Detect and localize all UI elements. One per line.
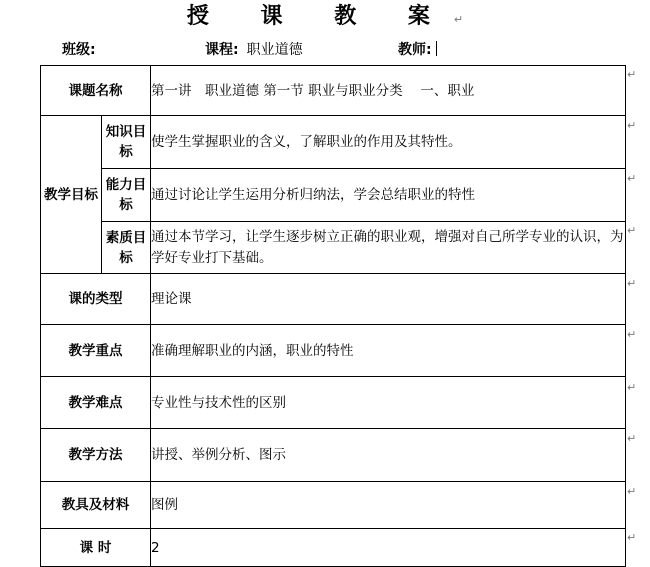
table-row (41, 325, 626, 377)
table-row (41, 529, 626, 567)
knowledge-label: 知识目标 (102, 116, 151, 169)
topic-label: 课题名称 (41, 66, 151, 116)
text-cursor[interactable] (436, 41, 437, 56)
row-end-mark-icon: ↵ (627, 531, 637, 544)
table-row (41, 116, 626, 169)
row-end-mark-icon: ↵ (627, 485, 637, 498)
table-row (41, 66, 626, 116)
hours-label: 课 时 (41, 529, 151, 567)
paragraph-mark-icon: ↵ (453, 13, 464, 26)
ability-value[interactable]: 通过讨论让学生运用分析归纳法，学会总结职业的特性 (151, 169, 626, 222)
course-type-value[interactable]: 理论课 (151, 274, 626, 325)
row-end-mark-icon: ↵ (627, 328, 637, 341)
key-points-value[interactable]: 准确理解职业的内涵，职业的特性 (151, 325, 626, 377)
row-end-mark-icon: ↵ (627, 172, 637, 185)
row-end-mark-icon: ↵ (627, 432, 637, 445)
document-title (0, 2, 650, 35)
document-title-text: 授 课 教 案 (186, 4, 452, 29)
quality-label: 素质目标 (102, 222, 151, 274)
lesson-plan-table (40, 65, 626, 567)
methods-value[interactable]: 讲授、举例分析、图示 (151, 429, 626, 482)
course-value: 职业道德 (246, 42, 303, 58)
table-row (41, 429, 626, 482)
row-end-mark-icon: ↵ (627, 277, 637, 290)
difficulties-label: 教学难点 (41, 377, 151, 429)
row-end-mark-icon: ↵ (627, 68, 637, 81)
ability-label: 能力目标 (102, 169, 151, 222)
table-row (41, 222, 626, 274)
course-label: 课程: (205, 42, 239, 58)
course-type-label: 课的类型 (41, 274, 151, 325)
methods-label: 教学方法 (41, 429, 151, 482)
objectives-label: 教学目标 (41, 116, 102, 274)
table-row (41, 482, 626, 529)
table-row (41, 274, 626, 325)
hours-value[interactable]: 2 (151, 529, 626, 567)
knowledge-value[interactable]: 使学生掌握职业的含义，了解职业的作用及其特性。 (151, 116, 626, 169)
quality-value[interactable]: 通过本节学习，让学生逐步树立正确的职业观，增强对自己所学专业的认识，为学好专业打下基础。 (151, 222, 626, 274)
course-field (205, 40, 303, 60)
difficulties-value[interactable]: 专业性与技术性的区别 (151, 377, 626, 429)
teacher-label: 教师: (398, 42, 432, 58)
class-label: 班级: (62, 42, 96, 58)
row-end-mark-icon: ↵ (627, 224, 637, 237)
topic-value[interactable]: 第一讲 职业道德 第一节 职业与职业分类 一、职业 (151, 66, 626, 116)
row-end-mark-icon: ↵ (627, 119, 637, 132)
materials-label: 教具及材料 (41, 482, 151, 529)
table-row (41, 377, 626, 429)
row-end-mark-icon: ↵ (627, 381, 637, 394)
materials-value[interactable]: 图例 (151, 482, 626, 529)
table-row (41, 169, 626, 222)
teacher-field[interactable] (398, 40, 437, 60)
class-field (62, 40, 96, 60)
key-points-label: 教学重点 (41, 325, 151, 377)
